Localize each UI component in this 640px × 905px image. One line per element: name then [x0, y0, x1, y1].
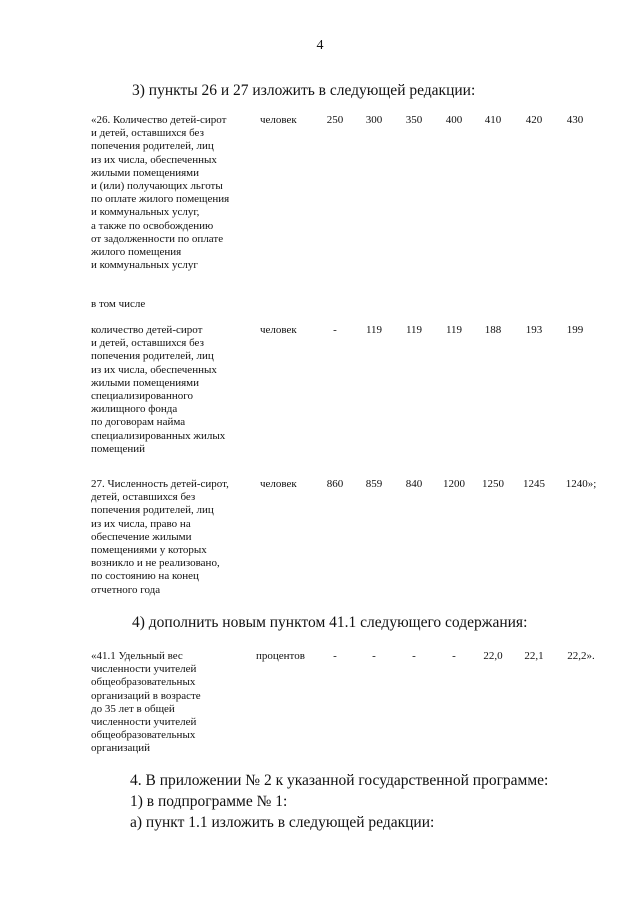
page-number: 4 — [316, 38, 324, 53]
item-26-value: 300 — [365, 114, 383, 126]
item-26-value: 400 — [445, 114, 463, 126]
item-26-value: 250 — [326, 114, 344, 126]
item-27-value: 1250 — [482, 478, 504, 490]
item-41-1-description: «41.1 Удельный вес численности учителей общеобразовательных организаций в возрасте до 35 лет в общей численности учителей общеобразовательных организаций — [91, 650, 201, 755]
item-41-1-value: 22,2». — [567, 650, 595, 662]
item-26-value: 420 — [525, 114, 543, 126]
item-27-unit: человек — [260, 478, 297, 490]
item-41-1-value: 22,1 — [524, 650, 544, 662]
item-27-description: 27. Численность детей-сирот, детей, оставшихся без попечения родителей, лиц из их числа, право на обеспечение жилыми помещениями у которых возникло и не реализовано, по состоянию на конец отчетного года — [91, 478, 229, 596]
item-26-value: 430 — [566, 114, 584, 126]
including-label: в том числе — [91, 298, 146, 310]
item-27-value: 1245 — [523, 478, 545, 490]
item-41-1-value: - — [452, 650, 456, 662]
appendix-2-line: 4. В приложении № 2 к указанной государственной программе: — [130, 772, 549, 789]
item-1-1-line: а) пункт 1.1 изложить в следующей редакции: — [130, 814, 435, 831]
item-26-unit: человек — [260, 114, 297, 126]
item-26-description: «26. Количество детей-сирот и детей, оставшихся без попечения родителей, лиц из их числа, обеспеченных жилыми помещениями и (или) получающих льготы по оплате жилого помещения и коммунальных услуг, а также по освобождению от задолженности по оплате жилого помещения и коммунальных услуг — [91, 114, 230, 272]
subprogram-1-line: 1) в подпрограмме № 1: — [130, 793, 288, 810]
item-27-value: 840 — [405, 478, 423, 490]
item-41-1-value: - — [412, 650, 416, 662]
item-41-1-unit: процентов — [256, 650, 305, 662]
item-26-subitem-value: 188 — [484, 324, 502, 336]
item-27-value: 859 — [365, 478, 383, 490]
item-26-subitem-value: 119 — [365, 324, 383, 336]
item-26-subitem-value: - — [333, 324, 337, 336]
item-41-1-value: - — [333, 650, 337, 662]
item-26-subitem-unit: человек — [260, 324, 297, 336]
item-26-subitem-value: 119 — [405, 324, 423, 336]
item-41-1-value: 22,0 — [483, 650, 503, 662]
item-26-subitem-value: 119 — [445, 324, 463, 336]
item-26-subitem-description: количество детей-сирот и детей, оставшихся без попечения родителей, лиц из их числа, обеспеченных жилыми помещениями специализированного жилищного фонда по договорам найма специализированных жилых помещений — [91, 324, 226, 455]
item-26-value: 350 — [405, 114, 423, 126]
item-41-1-value: - — [372, 650, 376, 662]
item-26-value: 410 — [484, 114, 502, 126]
item-27-value: 1200 — [443, 478, 465, 490]
section-3-heading: 3) пункты 26 и 27 изложить в следующей редакции: — [132, 82, 476, 99]
item-27-value: 860 — [326, 478, 344, 490]
item-26-subitem-value: 199 — [566, 324, 584, 336]
section-4-heading: 4) дополнить новым пунктом 41.1 следующего содержания: — [132, 614, 528, 631]
item-26-subitem-value: 193 — [525, 324, 543, 336]
item-27-value: 1240»; — [565, 478, 597, 490]
